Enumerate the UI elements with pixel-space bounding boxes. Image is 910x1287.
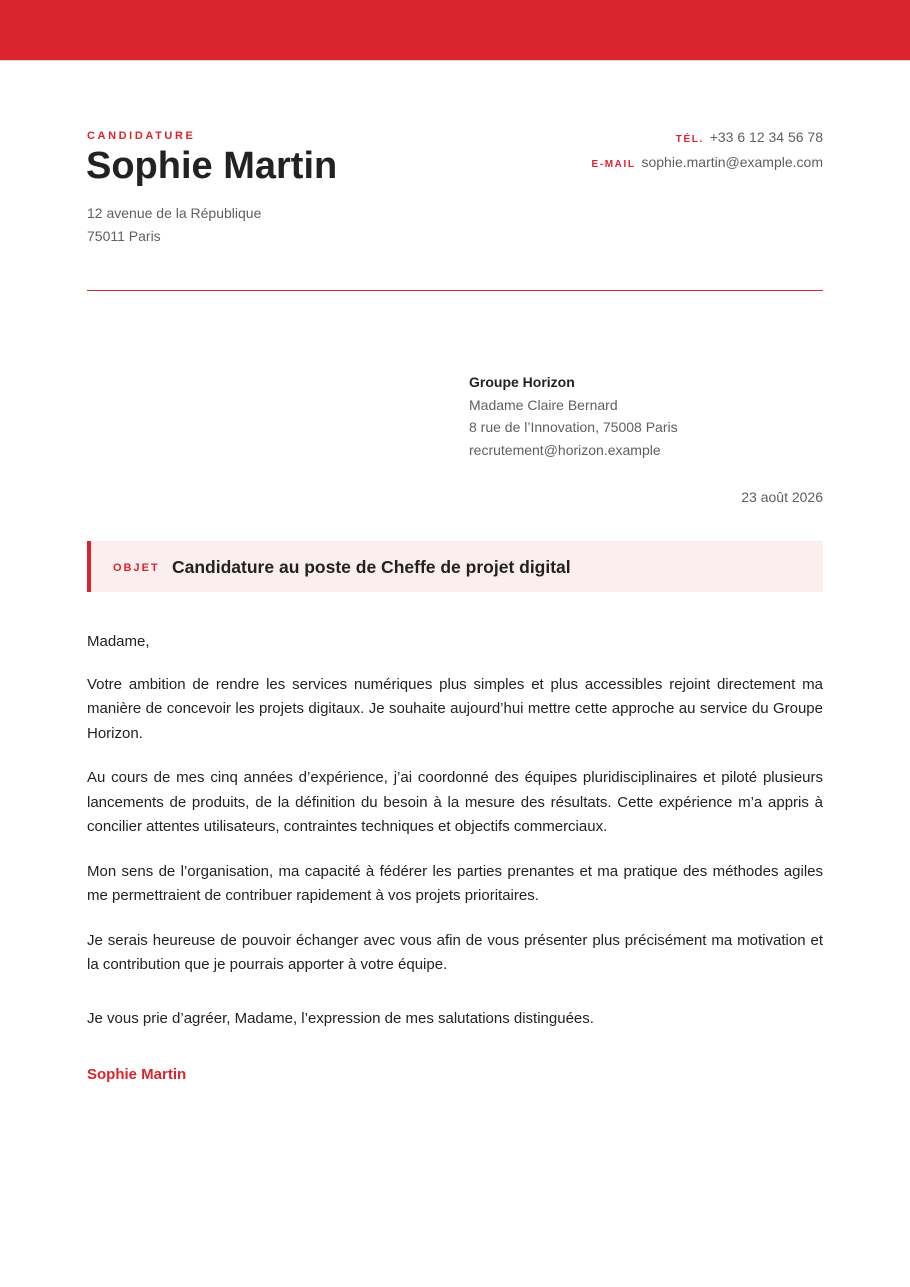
document-eyebrow: CANDIDATURE — [87, 130, 196, 142]
email-label: E-MAIL — [591, 159, 636, 170]
recipient-organization: Groupe Horizon — [469, 374, 575, 390]
phone-row — [592, 126, 823, 151]
recipient-email: recrutement@horizon.example — [469, 441, 661, 458]
subject-label: OBJET — [113, 562, 160, 574]
header-accent-bar — [0, 0, 910, 60]
letter-closing: Je vous prie d’agréer, Madame, l’expression de mes salutations distinguées. — [87, 1010, 594, 1027]
letter-paragraph: Je serais heureuse de pouvoir échanger avec vous afin de vous présenter plus précisément ma motivation et la contribution que je pourrais apporter à votre équipe. — [87, 931, 823, 973]
letter-signature: Sophie Martin — [87, 1066, 187, 1083]
letter-greeting: Madame, — [87, 633, 150, 650]
sender-address — [87, 202, 261, 247]
email-value: sophie.martin@example.com — [641, 154, 823, 170]
sender-contact — [592, 126, 823, 176]
subject-box — [87, 541, 823, 592]
letter-body — [87, 630, 823, 978]
phone-value: +33 6 12 34 56 78 — [709, 129, 823, 145]
letter-paragraph: Au cours de mes cinq années d’expérience, j’ai coordonné des équipes pluridisciplinaires et piloté plusieurs lancements de produits, de la définition du besoin à la mesure des résultats. Cette expérience m’a appris à concilier attentes utilisateurs, contraintes techniques et objectifs commerciaux. — [87, 769, 823, 835]
phone-label: TÉL. — [675, 134, 704, 145]
letter-date: 23 août 2026 — [741, 489, 823, 505]
recipient-contact-person: Madame Claire Bernard — [469, 396, 618, 413]
header-divider — [87, 290, 823, 291]
header-bar-border — [0, 60, 910, 61]
recipient-address: 8 rue de l’Innovation, 75008 Paris — [469, 419, 678, 435]
sender-address-line1: 12 avenue de la République — [87, 205, 262, 221]
sender-name: Sophie Martin — [86, 145, 338, 187]
subject-text: Candidature au poste de Cheffe de projet digital — [172, 557, 571, 577]
letter-paragraph: Mon sens de l’organisation, ma capacité à fédérer les parties prenantes et ma pratique des méthodes agiles me permettraient de contribuer rapidement à vos projets prioritaires. — [87, 862, 823, 904]
letter-paragraph: Votre ambition de rendre les services numériques plus simples et plus accessibles rejoint directement ma manière de concevoir les projets digitaux. Je souhaite aujourd’hui mettre cette approche au service du Groupe Horizon. — [87, 675, 823, 742]
email-row — [592, 151, 823, 176]
sender-address-line2: 75011 Paris — [87, 227, 161, 244]
recipient-block — [469, 371, 678, 461]
